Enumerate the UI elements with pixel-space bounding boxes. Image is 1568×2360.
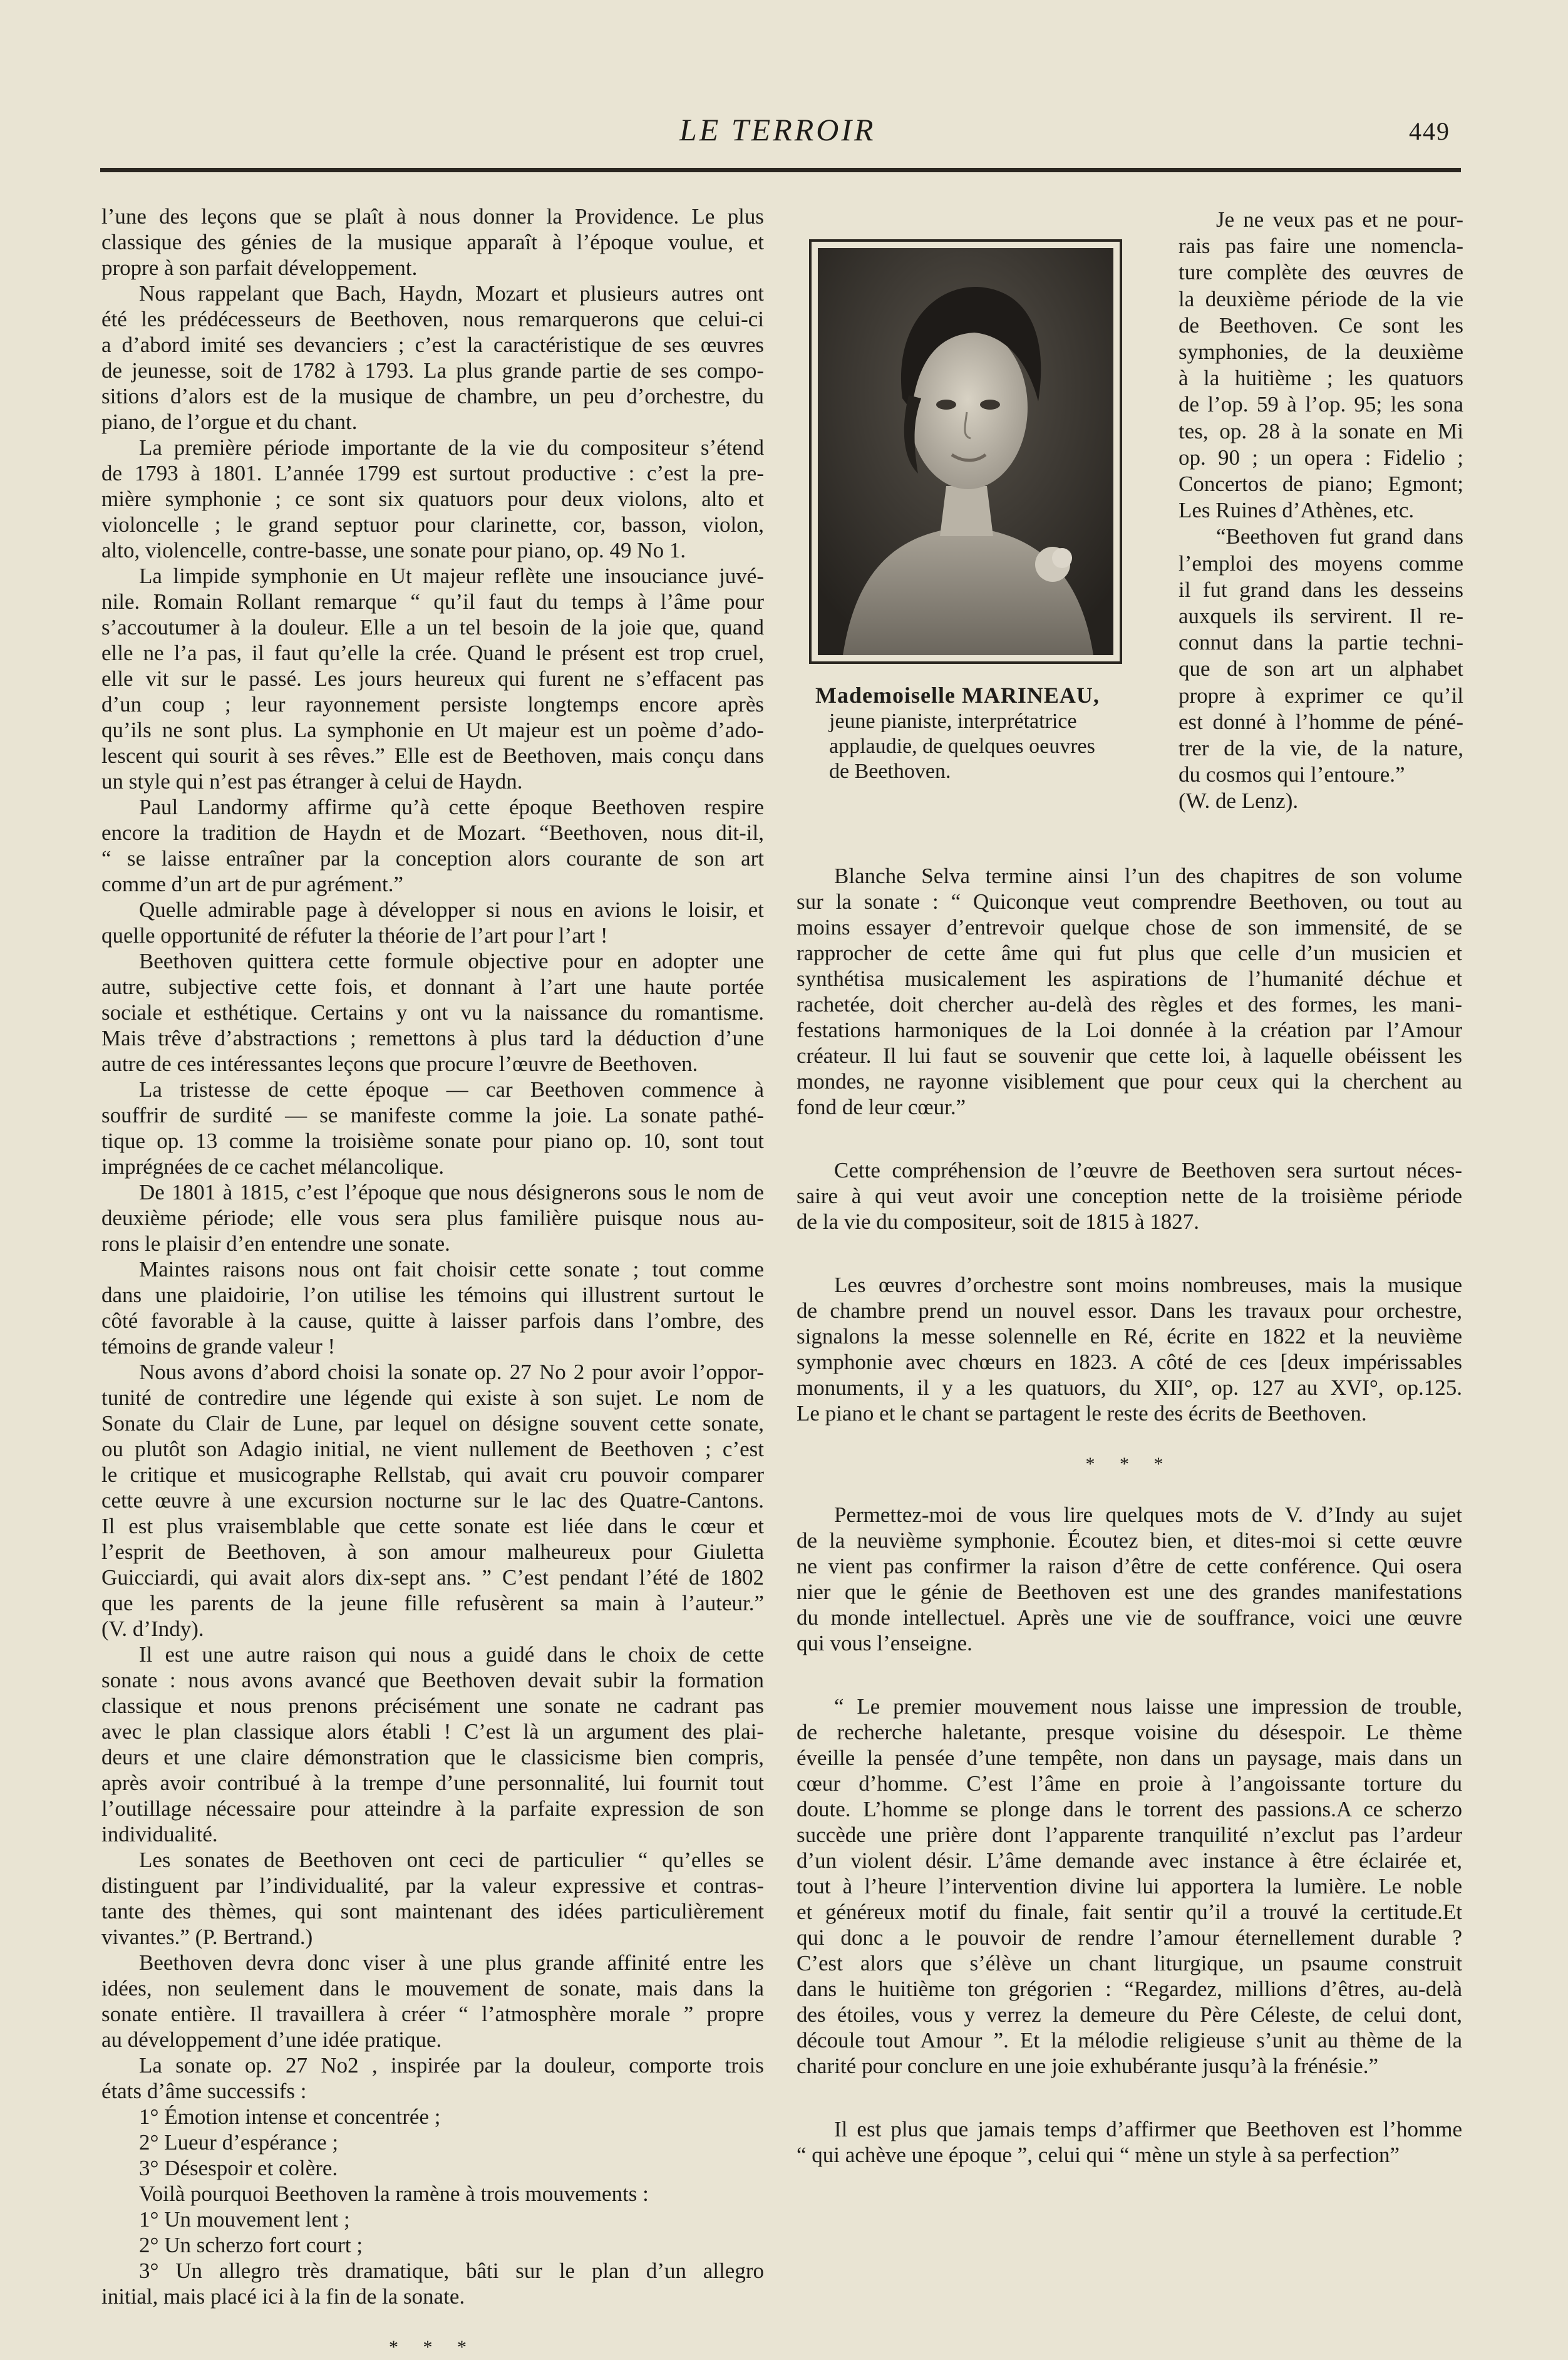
- text-line: souffrir de surdité — se manifeste comme la joie. La sonate pathé-: [101, 1103, 764, 1127]
- text-line: La limpide symphonie en Ut majeur reflète une insouciance juvé-: [139, 564, 764, 588]
- paragraph: [797, 2116, 1462, 2168]
- text-line: “ qui achève une époque ”, celui qui “ mène un style à sa perfection”: [797, 2143, 1400, 2167]
- caption-line: de Beethoven.: [829, 760, 951, 783]
- text-line: d’un violent désir. L’âme demande avec instance à être éclairée et,: [797, 1848, 1462, 1873]
- paragraph: [797, 1157, 1462, 1234]
- text-line: est donné à l’homme de péné-: [1179, 709, 1463, 734]
- text-line: créateur. Il lui faut se souvenir que cette loi, à laquelle obéissent les: [797, 1043, 1462, 1068]
- text-line: charité pour conclure en une joie exhubérante jusqu’à la frénésie.”: [797, 2054, 1379, 2078]
- portrait-image: [818, 248, 1113, 655]
- text-line: succède une prière dont l’apparente tranquilité n’exclut pas l’ardeur: [797, 1823, 1462, 1847]
- text-line: violoncelle ; le grand septuor pour clarinette, cor, basson, violon,: [101, 512, 764, 537]
- caption-line: jeune pianiste, interprétatrice: [829, 710, 1077, 733]
- text-line: de chambre prend un nouvel essor. Dans les travaux pour orchestre,: [797, 1298, 1462, 1323]
- text-line: l’outillage nécessaire pour atteindre à la parfaite expression de son: [101, 1796, 764, 1821]
- text-line: (V. d’Indy).: [101, 1617, 204, 1641]
- text-line: Sonate du Clair de Lune, par lequel on désigne souvent cette sonate,: [101, 1411, 764, 1436]
- text-line: l’une des leçons que se plaît à nous donner la Providence. Le plus: [101, 204, 764, 229]
- text-line: été les prédécesseurs de Beethoven, nous remarquerons que celui-ci: [101, 307, 764, 331]
- section-divider-stars: * * *: [1085, 1454, 1173, 1474]
- text-line: moins essayer d’entrevoir quelque chose de son immensité, de se: [797, 915, 1462, 939]
- text-line: Le piano et le chant se partagent le reste des écrits de Beethoven.: [797, 1401, 1367, 1426]
- text-line: au développement d’une idée pratique.: [101, 2027, 442, 2052]
- text-line: l’esprit de Beethoven, à son amour malheureux pour Giuletta: [101, 1540, 764, 1564]
- text-line: propre à exprimer ce qu’il: [1179, 683, 1463, 708]
- text-line: témoins de grande valeur !: [101, 1334, 336, 1359]
- text-line: Les sonates de Beethoven ont ceci de particulier “ qu’elles se: [139, 1848, 764, 1872]
- text-line: qui donc a le pouvoir de rendre l’amour éternellement durable ?: [797, 1925, 1462, 1950]
- text-line: elle ne l’a pas, il faut qu’elle la crée. Quand le présent est trop cruel,: [101, 641, 764, 665]
- text-line: qui vous l’enseigne.: [797, 1631, 972, 1655]
- text-line: quelle opportunité de réfuter la théorie de l’art pour l’art !: [101, 923, 608, 948]
- text-line: Quelle admirable page à développer si nous en avions le loisir, et: [139, 898, 764, 922]
- paragraph: [101, 2232, 764, 2258]
- text-line: initial, mais placé ici à la fin de la sonate.: [101, 2284, 465, 2309]
- text-line: mière symphonie ; ce sont six quatuors pour deux violons, alto et: [101, 487, 764, 511]
- text-line: auxquels ils servirent. Il re-: [1179, 604, 1463, 629]
- text-line: le critique et musicographe Rellstab, qui avait cru pouvoir comparer: [101, 1462, 764, 1487]
- text-line: du cosmos qui l’entoure.”: [1179, 762, 1405, 787]
- text-line: nier que le génie de Beethoven est une des grandes manifestations: [797, 1580, 1462, 1604]
- text-line: trer de la vie, de la nature,: [1179, 736, 1463, 761]
- text-line: elle vit sur le passé. Les jours heureux qui furent ne s’effacent pas: [101, 666, 764, 691]
- text-line: autre, subjective cette fois, et donnant à l’art une haute portée: [101, 975, 764, 999]
- text-line: classique et nous prenons précisément une sonate ne cadrant pas: [101, 1694, 764, 1718]
- text-line: que de son art un alphabet: [1179, 656, 1463, 681]
- text-line: classique des génies de la musique apparaît à l’époque voulue, et: [101, 230, 764, 254]
- text-line: il fut grand dans les desseins: [1179, 577, 1463, 602]
- right-column: [797, 832, 1462, 2168]
- text-line: La première période importante de la vie du compositeur s’étend: [139, 435, 764, 460]
- text-line: “ se laisse entraîner par la conception alors courante de son art: [101, 846, 764, 871]
- text-line: individualité.: [101, 1822, 218, 1846]
- text-line: symphonie avec chœurs en 1823. A côté de ces [deux impérissables: [797, 1350, 1462, 1374]
- text-line: distinguent par l’individualité, par la valeur expressive et contras-: [101, 1873, 764, 1898]
- text-line: dans une plaidoirie, l’on utilise les témoins qui illustrent surtout le: [101, 1283, 764, 1307]
- text-line: symphonies, de la deuxième: [1179, 339, 1463, 365]
- text-line: (W. de Lenz).: [1179, 789, 1299, 814]
- text-line: Mais trêve d’abstractions ; remettons à plus tard la déduction d’une: [101, 1026, 764, 1050]
- text-line: 3° Un allegro très dramatique, bâti sur le plan d’un allegro: [139, 2259, 764, 2283]
- paragraph: [101, 563, 764, 794]
- paragraph: [101, 2052, 764, 2104]
- text-line: synthétisa musicalement les aspirations de l’humanité déchue et: [797, 966, 1462, 991]
- text-line: rais pas faire une nomencla-: [1179, 234, 1463, 259]
- section-divider-stars: * * *: [389, 2337, 477, 2357]
- paragraph: [101, 435, 764, 563]
- text-line: Concertos de piano; Egmont;: [1179, 472, 1463, 497]
- text-line: Les Ruines d’Athènes, etc.: [1179, 498, 1415, 523]
- paragraph: [101, 1642, 764, 1847]
- text-line: Les œuvres d’orchestre sont moins nombreuses, mais la musique: [834, 1273, 1462, 1297]
- text-line: 3° Désespoir et colère.: [139, 2156, 338, 2180]
- page-number: 449: [1409, 117, 1450, 145]
- text-line: “ Le premier mouvement nous laisse une impression de trouble,: [834, 1694, 1462, 1719]
- text-line: vivantes.” (P. Bertrand.): [101, 1925, 313, 1949]
- paragraph: [101, 2181, 764, 2207]
- text-line: rapprocher de cette âme qui fut plus que celle d’un musicien et: [797, 941, 1462, 965]
- paragraph: [101, 2130, 764, 2155]
- portrait-photo-frame: [809, 239, 1122, 664]
- paragraph: [101, 948, 764, 1077]
- text-line: après avoir contribué à la trempe d’une personnalité, lui fournit tout: [101, 1771, 764, 1795]
- text-line: que les parents de la jeune fille refusèrent sa main à l’auteur.”: [101, 1591, 764, 1615]
- text-line: Maintes raisons nous ont fait choisir cette sonate ; tout comme: [139, 1257, 764, 1281]
- text-line: s’accoutumer à la douleur. Elle a un tel besoin de la joie que, quand: [101, 615, 764, 639]
- text-line: du monde intellectuel. Après une vie de souffrance, voici une œuvre: [797, 1605, 1462, 1630]
- text-line: op. 90 ; un opera : Fidelio ;: [1179, 445, 1463, 470]
- text-line: deuxième période; elle vous sera plus familière puisque nous au-: [101, 1206, 764, 1230]
- text-line: sur la sonate : “ Quiconque veut comprendre Beethoven, ou tout au: [797, 889, 1462, 914]
- text-line: de recherche haletante, presque voisine du désespoir. Le thème: [797, 1720, 1462, 1744]
- text-line: Nous avons d’abord choisi la sonate op. 27 No 2 pour avoir l’oppor-: [139, 1360, 764, 1384]
- text-line: fond de leur cœur.”: [797, 1095, 966, 1119]
- text-line: ou plutôt son Adagio initial, ne vient nullement de Beethoven ; c’est: [101, 1437, 764, 1461]
- text-line: de la vie du compositeur, soit de 1815 à 1827.: [797, 1209, 1200, 1234]
- text-line: tique op. 13 comme la troisième sonate pour piano op. 10, sont tout: [101, 1129, 764, 1153]
- text-line: de jeunesse, soit de 1782 à 1793. La plus grande partie de ses compo-: [101, 358, 764, 383]
- text-line: Cette compréhension de l’œuvre de Beethoven sera surtout néces-: [834, 1158, 1462, 1183]
- text-line: 1° Un mouvement lent ;: [139, 2207, 350, 2232]
- text-line: tes, op. 28 à la sonate en Mi: [1179, 418, 1463, 443]
- text-line: Beethoven devra donc viser à une plus grande affinité entre les: [139, 1950, 764, 1975]
- text-line: tante des thèmes, qui sont maintenant des idées particulièrement: [101, 1899, 764, 1923]
- portrait-photo: [818, 248, 1113, 655]
- paragraph: [101, 794, 764, 897]
- text-line: sociale et esthétique. Certains y ont vu la naissance du romantisme.: [101, 1000, 764, 1025]
- paragraph: [101, 897, 764, 948]
- text-line: piano, de l’orgue et du chant.: [101, 410, 358, 434]
- paragraph: [101, 2258, 764, 2309]
- paragraph: [101, 1077, 764, 1179]
- paragraph: [101, 204, 764, 281]
- text-line: propre à son parfait développement.: [101, 256, 418, 280]
- text-line: rons le plaisir d’en entendre une sonate.: [101, 1231, 450, 1256]
- text-line: idées, non seulement dans le mouvement de sonate, mais dans la: [101, 1976, 764, 2000]
- text-line: Je ne veux pas et ne pour-: [1216, 207, 1463, 232]
- text-line: lescent qui sourit à ses rêves.” Elle est de Beethoven, mais conçu dans: [101, 743, 764, 768]
- text-line: La tristesse de cette époque — car Beethoven commence à: [139, 1077, 764, 1102]
- photo-caption: [815, 683, 1128, 784]
- text-line: signalons la messe solennelle en Ré, écrite en 1822 et la neuvième: [797, 1324, 1462, 1348]
- text-line: festations harmoniques de la Loi donnée à la création par l’Amour: [797, 1018, 1462, 1042]
- text-line: de l’op. 59 à l’op. 95; les sona: [1179, 392, 1463, 417]
- text-line: d’un coup ; leur rayonnement persiste longtemps encore après: [101, 692, 764, 717]
- text-line: Blanche Selva termine ainsi l’un des chapitres de son volume: [834, 864, 1462, 888]
- text-line: côté favorable à la cause, quitte à laisser parfois dans l’ombre, des: [101, 1308, 764, 1333]
- text-line: a d’abord imité ses devanciers ; c’est la caractéristique de ses œuvres: [101, 333, 764, 357]
- text-line: et généreux motif du finale, fait sentir qu’il a trouvé la certitude.Et: [797, 1900, 1462, 1924]
- text-line: saire à qui veut avoir une conception nette de la troisième période: [797, 1184, 1462, 1208]
- paragraph: [101, 2104, 764, 2130]
- caption-name: Mademoiselle MARINEAU,: [815, 683, 1100, 708]
- text-line: éveille la pensée d’une tempête, non dans un paysage, mais dans un: [797, 1746, 1462, 1770]
- text-line: de Beethoven. Ce sont les: [1179, 313, 1463, 338]
- text-line: à la huitième ; les quatuors: [1179, 366, 1463, 391]
- text-line: ne vient pas confirmer la raison d’être de cette conférence. Qui osera: [797, 1554, 1462, 1578]
- text-line: l’emploi des moyens comme: [1179, 551, 1463, 576]
- text-line: découle tout Amour ”. Et la mélodie religieuse s’unit au thème de la: [797, 2028, 1462, 2052]
- text-line: Guicciardi, qui avait alors dix-sept ans. ” C’est pendant l’été de 1802: [101, 1565, 764, 1590]
- text-line: imprégnées de ce cachet mélancolique.: [101, 1154, 445, 1179]
- text-line: cette œuvre à une excursion nocturne sur le lac des Quatre-Cantons.: [101, 1488, 764, 1513]
- text-line: tunité de contredire une légende qui existe à son sujet. Le nom de: [101, 1385, 764, 1410]
- text-line: 2° Lueur d’espérance ;: [139, 2130, 339, 2155]
- paragraph: [101, 1179, 764, 1256]
- left-column: [101, 204, 764, 2360]
- text-line: Permettez-moi de vous lire quelques mots de V. d’Indy au sujet: [834, 1503, 1462, 1527]
- text-line: doute. L’homme se plonge dans le torrent des passions.A ce scherzo: [797, 1797, 1462, 1821]
- text-line: rachetée, doit chercher au-delà des règles et des formes, les mani-: [797, 992, 1462, 1017]
- text-line: avec le plan classique alors établi ! C’est là un argument des plai-: [101, 1719, 764, 1744]
- text-line: qu’ils ne sont plus. La symphonie en Ut majeur est un poème d’ado-: [101, 718, 764, 742]
- text-line: Nous rappelant que Bach, Haydn, Mozart et plusieurs autres ont: [139, 281, 764, 306]
- paragraph: [101, 281, 764, 435]
- text-line: “Beethoven fut grand dans: [1216, 524, 1463, 549]
- text-line: Voilà pourquoi Beethoven la ramène à trois mouvements :: [139, 2181, 649, 2206]
- paragraph: [101, 1359, 764, 1642]
- paragraph: [797, 1272, 1462, 1426]
- text-line: Paul Landormy affirme qu’à cette époque Beethoven respire: [139, 795, 764, 819]
- text-line: 1° Émotion intense et concentrée ;: [139, 2104, 441, 2129]
- text-line: sitions d’alors est de la musique de chambre, un peu d’orchestre, du: [101, 384, 764, 408]
- running-header-title: LE TERROIR: [679, 112, 876, 147]
- text-line: de 1793 à 1801. L’année 1799 est surtout productive : c’est la pre-: [101, 461, 764, 485]
- text-line: encore la tradition de Haydn et de Mozart. “Beethoven, nous dit-il,: [101, 820, 764, 845]
- text-line: tout à l’heure l’intervention divine lui apportera la lumière. Le noble: [797, 1874, 1462, 1898]
- paragraph: [101, 2155, 764, 2181]
- text-line: de la neuvième symphonie. Écoutez bien, et dites-moi si cette œuvre: [797, 1528, 1462, 1553]
- text-line: la deuxième période de la vie: [1179, 286, 1463, 311]
- text-line: monuments, il y a les quatuors, du XII°, op. 127 au XVI°, op.125.: [797, 1375, 1462, 1400]
- text-line: Il est une autre raison qui nous a guidé dans le choix de cette: [139, 1642, 764, 1667]
- text-line: Beethoven quittera cette formule objective pour en adopter une: [139, 949, 764, 973]
- caption-line: applaudie, de quelques oeuvres: [829, 735, 1095, 758]
- header-rule: [100, 168, 1461, 172]
- text-line: nile. Romain Rollant remarque “ qu’il faut du temps à l’âme pour: [101, 589, 764, 614]
- paragraph: [101, 2207, 764, 2232]
- text-line: des étoiles, vous y verrez la demeure du Père Céleste, de celui dont,: [797, 2002, 1462, 2027]
- text-line: connut dans la partie techni-: [1179, 630, 1463, 655]
- paragraph: [797, 863, 1462, 1120]
- paragraph: [797, 1502, 1462, 1656]
- text-line: comme d’un art de pur agrément.”: [101, 872, 404, 896]
- text-line: un style qui n’est pas étranger à celui de Haydn.: [101, 769, 523, 794]
- text-line: mondes, ne rayonne visiblement que pour ceux qui la cherchent au: [797, 1069, 1462, 1094]
- text-line: cœur d’homme. C’est l’âme en proie à l’angoissante torture du: [797, 1771, 1462, 1796]
- text-line: C’est alors que s’élève un chant liturgique, un psaume construit: [797, 1951, 1462, 1975]
- paragraph: [101, 1950, 764, 2052]
- side-column: [1179, 207, 1463, 815]
- text-line: sonate : nous avons avancé que Beethoven devait subir la formation: [101, 1668, 764, 1692]
- paragraph: [797, 1694, 1462, 2079]
- text-line: La sonate op. 27 No2 , inspirée par la douleur, comporte trois: [139, 2053, 764, 2078]
- text-line: Il est plus que jamais temps d’affirmer que Beethoven est l’homme: [834, 2117, 1462, 2141]
- paragraph: [101, 1256, 764, 1359]
- text-line: Il est plus vraisemblable que cette sonate est liée dans le cœur et: [101, 1514, 764, 1538]
- text-line: ture complète des œuvres de: [1179, 260, 1463, 285]
- text-line: 2° Un scherzo fort court ;: [139, 2233, 363, 2257]
- text-line: états d’âme successifs :: [101, 2079, 307, 2103]
- text-line: autre de ces intéressantes leçons que procure l’œuvre de Beethoven.: [101, 1052, 698, 1076]
- text-line: alto, violencelle, contre-basse, une sonate pour piano, op. 49 No 1.: [101, 538, 686, 562]
- text-line: De 1801 à 1815, c’est l’époque que nous désignerons sous le nom de: [139, 1180, 764, 1204]
- text-line: deurs et une claire démonstration que le classicisme bien compris,: [101, 1745, 764, 1769]
- text-line: sonate entière. Il travaillera à créer “ l’atmosphère morale ” propre: [101, 2002, 764, 2026]
- paragraph: [101, 1847, 764, 1950]
- text-line: dans le huitième ton grégorien : “Regardez, millions d’êtres, au-delà: [797, 1977, 1462, 2001]
